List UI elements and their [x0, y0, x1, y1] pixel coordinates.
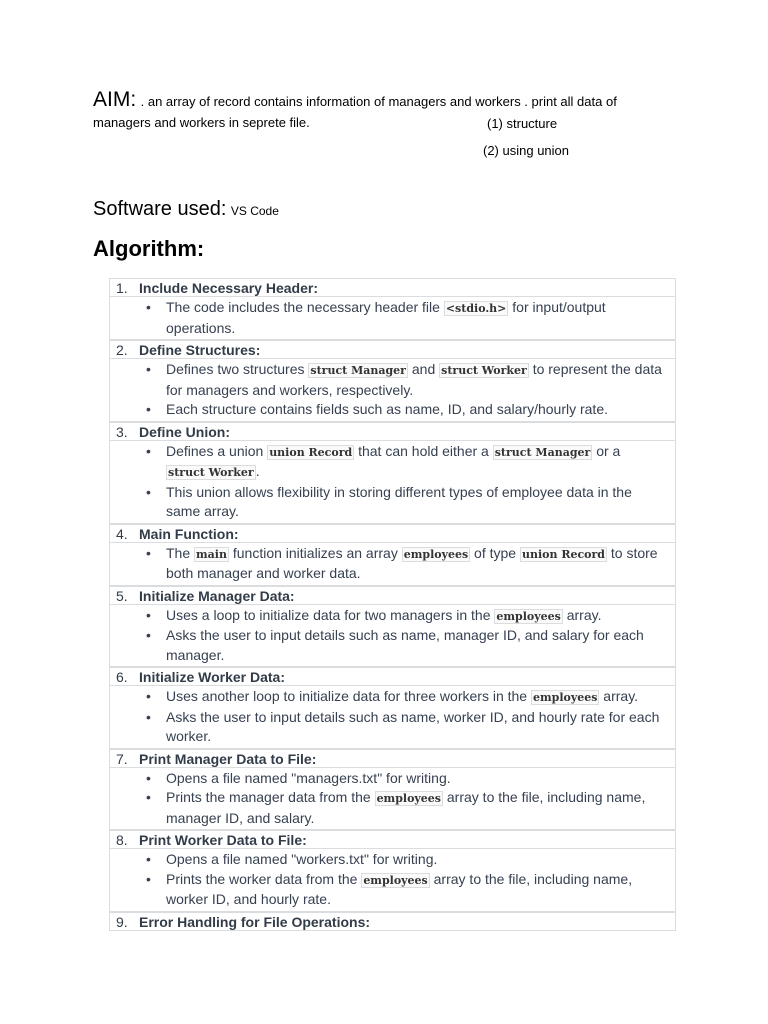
inline-code: struct Worker [441, 364, 527, 377]
algorithm-steps [109, 278, 676, 931]
step-number: 5. [116, 587, 128, 604]
step-title: Initialize Worker Data: [139, 669, 286, 685]
aim-text: . an array of record contains information of managers and workers . print all data of managers and workers in seprete file. [93, 94, 617, 130]
bullet-text: Prints the worker data from the [166, 870, 362, 887]
step-number: 1. [116, 280, 128, 296]
step-8-body [109, 849, 676, 912]
bullet-item: • Each structure contains fields such as name, ID, and salary/hourly rate. [166, 400, 667, 420]
inline-code: employees [376, 792, 441, 805]
inline-code: employees [403, 547, 469, 561]
inline-code: union Record [269, 445, 353, 459]
bullet-text: Prints the manager data from the [166, 789, 375, 805]
step-title: Initialize Manager Data: [139, 587, 295, 604]
bullet-text: that can hold either a [354, 442, 493, 459]
bullet-text: Uses a loop to initialize data for two managers in the [166, 606, 495, 623]
step-4-body [109, 543, 676, 586]
bullet-text: The code includes the necessary header file [166, 299, 444, 315]
bullet-item [166, 788, 667, 828]
step-3 [109, 422, 676, 441]
step-number: 2. [116, 342, 128, 358]
step-number: 7. [116, 750, 128, 767]
inline-code: <stdio.h> [445, 302, 507, 315]
step-number: 3. [116, 423, 128, 440]
step-5-body [109, 605, 676, 668]
step-2-body [109, 359, 676, 422]
bullet-text: Defines a union [166, 442, 268, 459]
aim-option-structure: (1) structure [487, 116, 558, 131]
step-2 [109, 340, 676, 359]
step-6-body [109, 686, 676, 749]
step-6 [109, 667, 676, 686]
step-1-body [109, 297, 676, 340]
bullet-text: array to the file, including name, worker ID, and hourly rate. [166, 870, 633, 907]
aim-section [93, 88, 653, 133]
step-3-body [109, 441, 676, 524]
bullet-item: • Asks the user to input details such as name, worker ID, and hourly rate for each worker. [166, 708, 667, 747]
inline-code: employees [363, 873, 428, 887]
bullet-text: array. [599, 688, 639, 704]
inline-code: employees [532, 691, 598, 704]
bullet-text: of type [470, 544, 520, 561]
step-title: Include Necessary Header: [139, 280, 318, 296]
step-title: Define Structures: [139, 342, 261, 358]
bullet-text: . [255, 463, 260, 479]
step-9 [109, 912, 676, 931]
algorithm-heading: Algorithm: [93, 236, 205, 261]
bullet-item [166, 442, 667, 483]
bullet-text: or a [592, 442, 621, 459]
bullet-text: array to the file, including name, manager ID, and salary. [166, 789, 646, 826]
step-title: Print Worker Data to File: [139, 832, 307, 848]
step-4 [109, 524, 676, 543]
inline-code: union Record [521, 547, 605, 561]
bullet-item [166, 360, 667, 400]
bullet-text: The [166, 544, 195, 561]
bullet-item: • This union allows flexibility in storing different types of employee data in the same array. [166, 483, 667, 522]
bullet-text: for input/output operations. [166, 299, 606, 336]
bullet-text: to store both manager and worker data. [166, 544, 658, 581]
step-title: Define Union: [139, 423, 230, 440]
bullet-item: • Opens a file named "managers.txt" for writing. [166, 769, 667, 789]
software-section [93, 198, 279, 221]
step-title: Error Handling for File Operations: [139, 913, 371, 930]
step-title: Print Manager Data to File: [139, 750, 317, 767]
step-title: Main Function: [139, 525, 239, 542]
inline-code: main [196, 547, 227, 561]
bullet-item [166, 870, 667, 910]
bullet-item [166, 687, 667, 708]
step-1 [109, 278, 676, 297]
bullet-text: array. [562, 606, 602, 623]
inline-code: employees [496, 609, 561, 623]
inline-code: struct Worker [168, 466, 254, 479]
step-7 [109, 749, 676, 768]
bullet-text: function initializes an array [228, 544, 402, 561]
aim-option-union: (2) using union [483, 143, 569, 158]
step-number: 6. [116, 669, 128, 685]
bullet-text: Uses another loop to initialize data for three workers in the [166, 688, 531, 704]
step-8 [109, 830, 676, 849]
bullet-item: • Asks the user to input details such as name, manager ID, and salary for each manager. [166, 626, 667, 665]
bullet-text: to represent the data for managers and workers, respectively. [166, 361, 662, 398]
step-5 [109, 586, 676, 605]
bullet-item [166, 606, 667, 627]
step-number: 9. [116, 913, 128, 930]
software-value: VS Code [230, 204, 279, 218]
bullet-text: and [407, 361, 440, 377]
bullet-item [166, 544, 667, 584]
inline-code: struct Manager [494, 445, 591, 459]
bullet-item: • Opens a file named "workers.txt" for writing. [166, 850, 667, 870]
software-heading: Software used: [93, 198, 227, 220]
bullet-item [166, 298, 667, 338]
step-number: 8. [116, 832, 128, 848]
inline-code: struct Manager [310, 364, 406, 377]
step-number: 4. [116, 525, 128, 542]
aim-heading: AIM: [93, 88, 137, 111]
step-7-body [109, 768, 676, 831]
bullet-text: Defines two structures [166, 361, 309, 377]
